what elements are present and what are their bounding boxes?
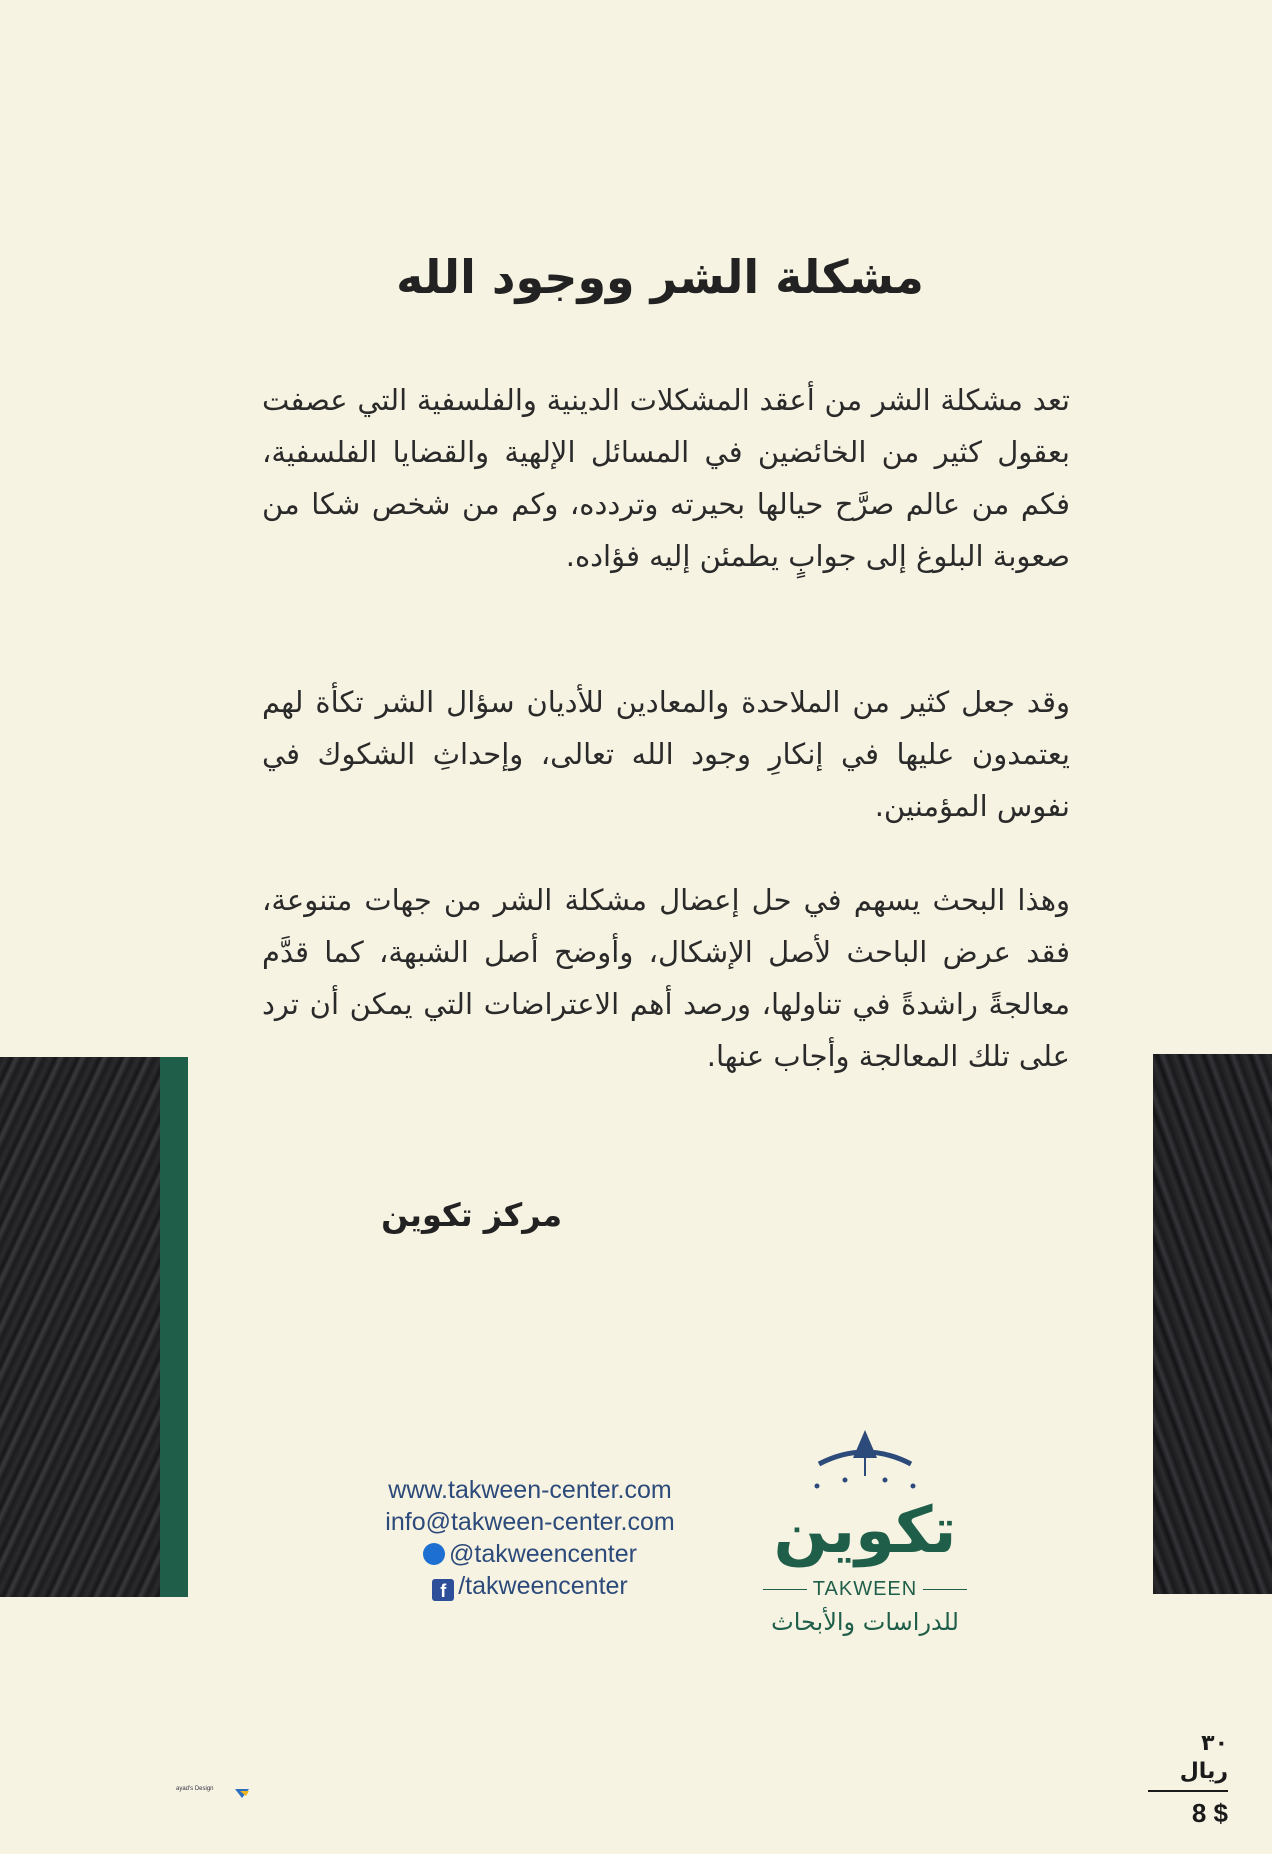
designer-credit-text: ayad's Design bbox=[176, 1786, 214, 1792]
twitter-icon bbox=[423, 1543, 445, 1565]
takween-logo-mark bbox=[745, 1420, 985, 1580]
facebook-row[interactable] bbox=[340, 1570, 720, 1602]
designer-credit bbox=[176, 1786, 250, 1804]
logo-subtitle: للدراسات والأبحاث bbox=[771, 1608, 959, 1636]
price-usd: 8 $ bbox=[1191, 1798, 1228, 1828]
facebook-handle: /takweencenter bbox=[458, 1572, 628, 1600]
logo-brand-text: TAKWEEN bbox=[745, 1578, 985, 1601]
publisher-signature: مركز تكوين bbox=[381, 1196, 562, 1234]
twitter-row[interactable] bbox=[340, 1538, 720, 1570]
svg-text:تكوين: تكوين bbox=[773, 1494, 957, 1568]
dark-texture-panel-right bbox=[1153, 1054, 1272, 1594]
dark-texture-panel-left bbox=[0, 1057, 160, 1597]
website-link[interactable]: www.takween-center.com bbox=[388, 1476, 672, 1504]
paragraph-2: وقد جعل كثير من الملاحدة والمعادين للأديان سؤال الشر تكأة لهم يعتمدون عليها في إنكارِ وجود الله تعالى، وإحداثِ الشكوك في نفوس المؤمنين. bbox=[262, 685, 1070, 823]
designer-logo-icon bbox=[234, 1787, 250, 1799]
price-block bbox=[1148, 1730, 1228, 1829]
price-sar: ٣٠ ريال bbox=[1179, 1731, 1228, 1784]
email-link[interactable]: info@takween-center.com bbox=[385, 1508, 675, 1536]
paragraph-1: تعد مشكلة الشر من أعقد المشكلات الدينية والفلسفية التي عصفت بعقول كثير من الخائضين في المسائل الإلهية والقضايا الفلسفية، فكم من عالم صرَّح حيالها بحيرته وتردده، وكم من شخص شكا من صعوبة البلوغ إلى جوابٍ يطمئن إليه فؤاده. bbox=[262, 383, 1070, 573]
green-stripe bbox=[160, 1057, 188, 1597]
facebook-icon: f bbox=[432, 1579, 454, 1601]
price-divider bbox=[1148, 1790, 1228, 1792]
contact-block bbox=[340, 1474, 720, 1602]
takween-logo bbox=[745, 1420, 985, 1645]
book-title: مشكلة الشر ووجود الله bbox=[396, 250, 924, 304]
twitter-handle: @takweencenter bbox=[449, 1540, 637, 1568]
paragraph-3: وهذا البحث يسهم في حل إعضال مشكلة الشر من جهات متنوعة، فقد عرض الباحث لأصل الإشكال، وأوضح أصل الشبهة، كما قدَّم معالجةً راشدةً في تناولها، ورصد أهم الاعتراضات التي يمكن أن ترد على تلك المعالجة وأجاب عنها. bbox=[262, 883, 1070, 1073]
